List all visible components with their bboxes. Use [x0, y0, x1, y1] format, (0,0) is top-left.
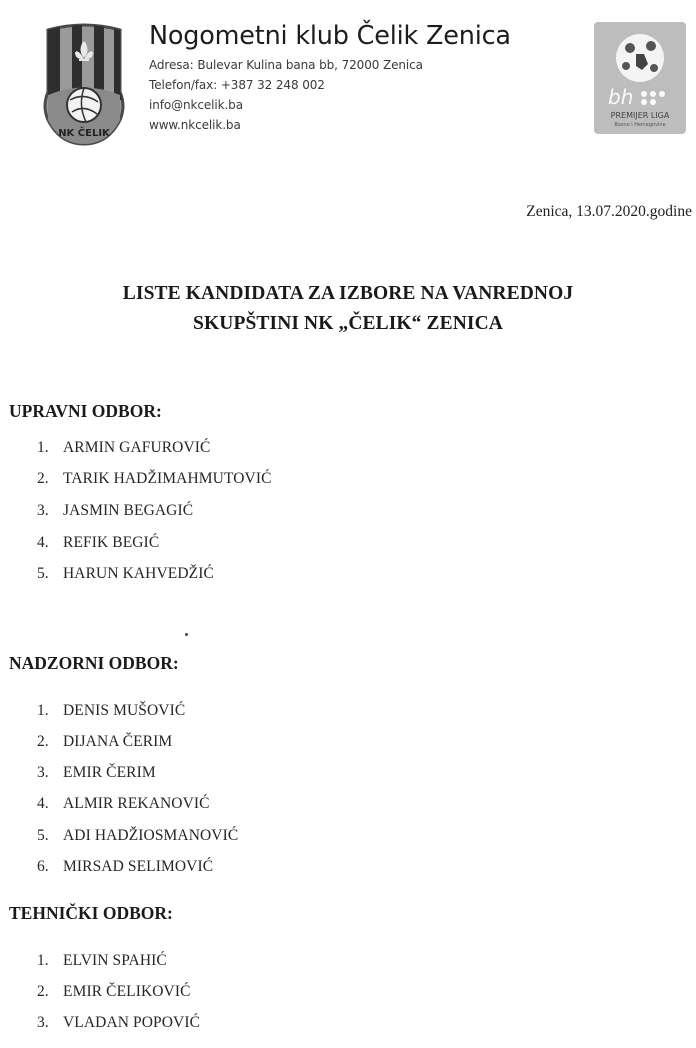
- address: Adresa: Bulevar Kulina bana bb, 72000 Zenica: [149, 58, 423, 72]
- club-name: Nogometni klub Čelik Zenica: [149, 21, 511, 51]
- section-heading-nadzorni-odbor: NADZORNI ODBOR:: [9, 653, 179, 673]
- scan-speck: [185, 633, 188, 636]
- candidate-name: ARMIN GAFUROVIĆ: [63, 439, 211, 456]
- svg-text:NK ČELIK: NK ČELIK: [58, 128, 110, 139]
- candidate-name: HARUN KAHVEDŽIĆ: [63, 565, 214, 582]
- section-heading-tehnicki-odbor: TEHNIČKI ODBOR:: [9, 903, 173, 923]
- candidate-name: EMIR ČERIM: [63, 764, 156, 781]
- svg-text:PREMIJER LIGA: PREMIJER LIGA: [610, 111, 670, 120]
- candidate-name: JASMIN BEGAGIĆ: [63, 502, 194, 519]
- item-number: 2.: [37, 983, 49, 1000]
- website: www.nkcelik.ba: [149, 118, 241, 132]
- item-number: 3.: [37, 764, 49, 781]
- svg-text:Bosne i Hercegovine: Bosne i Hercegovine: [614, 122, 666, 128]
- candidate-name: VLADAN POPOVIĆ: [63, 1014, 201, 1031]
- section-heading-upravni-odbor: UPRAVNI ODBOR:: [9, 401, 162, 421]
- document-title-line-2: SKUPŠTINI NK „ČELIK“ ZENICA: [193, 313, 503, 334]
- date-line: Zenica, 13.07.2020.godine: [526, 203, 692, 220]
- candidate-name: MIRSAD SELIMOVIĆ: [63, 858, 214, 875]
- candidate-name: EMIR ČELIKOVIĆ: [63, 983, 191, 1000]
- item-number: 2.: [37, 733, 49, 750]
- candidate-name: ADI HADŽIOSMANOVIĆ: [63, 827, 239, 844]
- item-number: 4.: [37, 795, 49, 812]
- premier-league-logo-icon: [594, 22, 686, 134]
- candidate-name: DENIS MUŠOVIĆ: [63, 702, 186, 719]
- candidate-name: TARIK HADŽIMAHMUTOVIĆ: [63, 470, 272, 487]
- candidate-name: ALMIR REKANOVIĆ: [63, 795, 210, 812]
- candidate-name: REFIK BEGIĆ: [63, 534, 160, 551]
- item-number: 3.: [37, 502, 49, 519]
- candidate-name: ELVIN SPAHIĆ: [63, 952, 167, 969]
- item-number: 2.: [37, 470, 49, 487]
- document-title-line-1: LISTE KANDIDATA ZA IZBORE NA VANREDNOJ: [122, 283, 574, 304]
- svg-text:bh: bh: [608, 85, 634, 109]
- letterhead: [0, 0, 696, 160]
- club-crest-logo: [42, 20, 126, 146]
- candidate-name: DIJANA ČERIM: [63, 733, 173, 750]
- league-logo: [594, 22, 686, 134]
- item-number: 1.: [37, 702, 49, 719]
- item-number: 5.: [37, 827, 49, 844]
- item-number: 1.: [37, 439, 49, 456]
- email: info@nkcelik.ba: [149, 98, 243, 112]
- item-number: 1.: [37, 952, 49, 969]
- phone: Telefon/fax: +387 32 248 002: [149, 78, 325, 92]
- item-number: 5.: [37, 565, 49, 582]
- item-number: 6.: [37, 858, 49, 875]
- item-number: 4.: [37, 534, 49, 551]
- item-number: 3.: [37, 1014, 49, 1031]
